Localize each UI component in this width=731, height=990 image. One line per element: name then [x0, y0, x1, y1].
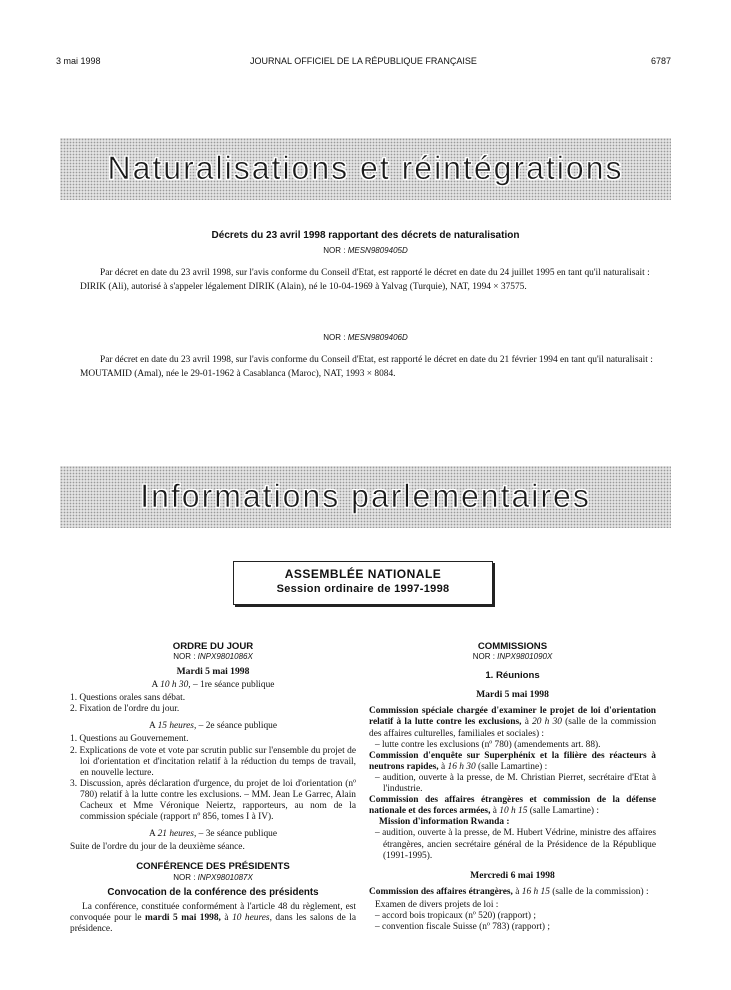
header-journal: JOURNAL OFFICIEL DE LA RÉPUBLIQUE FRANÇAISE [250, 56, 477, 66]
commission-entry: Commission des affaires étrangères et commission de la défense nationale et des forces armées, à 10 h 15 (salle Lamartine) : [369, 795, 656, 817]
header-date: 3 mai 1998 [56, 56, 101, 66]
nor-line: NOR : MESN9809406D [323, 333, 408, 342]
agenda-item: – audition, ouverte à la presse, de M. Christian Pierret, secrétaire d'Etat à l'industrie. [375, 772, 656, 795]
list-item: 1. Questions orales sans débat. [70, 693, 186, 704]
day-heading: Mardi 5 mai 1998 [476, 689, 549, 701]
commission-entry: Commission spéciale chargée d'examiner le projet de loi d'orientation relatif à la lutte contre les exclusions, à 20 h 30 (salle de la commission des affaires culturelles, familiales et sociales) : [369, 706, 657, 739]
box-subtitle: Session ordinaire de 1997-1998 [276, 583, 450, 596]
section-heading: COMMISSIONS [477, 641, 548, 652]
decree-paragraph [80, 268, 653, 293]
banner-informations [60, 466, 671, 528]
seance-line: A 15 heures, – 2e séance publique [148, 721, 278, 732]
box-title: ASSEMBLÉE NATIONALE [284, 567, 442, 581]
section-heading: CONFÉRENCE DES PRÉSIDENTS [136, 861, 290, 873]
page-header [56, 56, 671, 70]
seance-line: A 10 h 30, – 1re séance publique [151, 680, 275, 691]
decree-person: DIRIK (Ali), autorisé à s'appeler légalement DIRIK (Alain), né le 10-04-1969 à Yalvag (Turquie), NAT, 1994 × 37575. [80, 282, 527, 293]
decree-person: MOUTAMID (Amal), née le 29-01-1962 à Casablanca (Maroc), NAT, 1993 × 8084. [80, 369, 396, 380]
assemblee-box [233, 561, 493, 605]
decree-text: Par décret en date du 23 avril 1998, sur l'avis conforme du Conseil d'Etat, est rapporté le décret en date du 21 février 1994 en tant qu'il naturalisait : [100, 355, 653, 365]
nor-line: NOR : MESN9809405D [323, 246, 408, 255]
left-column [70, 641, 356, 935]
agenda-item: – accord bois tropicaux (nº 520) (rapport) ; [375, 911, 536, 922]
commission-entry: Commission d'enquête sur Superphénix et la filière des réacteurs à neutrons rapides, à 16 h 30 (salle Lamartine) : [369, 750, 656, 772]
list-item: 3. Discussion, après déclaration d'urgence, du projet de loi d'orientation (nº 780) relatif à la lutte contre les exclusions. – MM. Jean Le Garrec, Alain Cacheux et Mme Véronique Neiertz, rapporteurs, au nom de la commission spéciale (rapport nº 856, tomes I à IV). [70, 778, 356, 823]
header-page-number: 6787 [650, 56, 671, 66]
convocation-text: La conférence, constituée conformément à l'article 48 du règlement, est convoquée pour le mardi 5 mai 1998, à 10 heures, dans les salons de la présidence. [70, 901, 357, 934]
decree-paragraph [80, 355, 653, 380]
day-heading: Mardi 5 mai 1998 [176, 665, 250, 677]
list-item: 2. Explications de vote et vote par scrutin public sur l'ensemble du projet de loi d'orientation et d'incitation relatif à la réduction du temps de travail, en nouvelle lecture. [70, 745, 356, 778]
nor-line: NOR : INPX9801087X [173, 872, 253, 882]
agenda-item: – lutte contre les exclusions (nº 780) (amendements art. 88). [375, 739, 601, 750]
banner-naturalisations [60, 138, 671, 200]
convocation-title: Convocation de la conférence des présidents [107, 887, 319, 899]
nor-line: NOR : INPX9801086X [173, 652, 253, 662]
nor-line: NOR : INPX9801090X [472, 652, 553, 662]
commission-entry: Commission des affaires étrangères, à 16 h 15 (salle de la commission) : [369, 887, 649, 897]
section-heading: ORDRE DU JOUR [172, 641, 254, 652]
exam-line: Examen de divers projets de loi : [375, 900, 499, 911]
list-item: 1. Questions au Gouvernement. [70, 734, 189, 745]
subsection-heading: 1. Réunions [485, 669, 540, 681]
list-item: 2. Fixation de l'ordre du jour. [70, 704, 180, 715]
mission-title: Mission d'information Rwanda : [379, 817, 510, 828]
banner-title: Naturalisations et réintégrations [107, 150, 624, 187]
seance-text: Suite de l'ordre du jour de la deuxième séance. [70, 842, 245, 853]
right-column [369, 641, 656, 933]
agenda-item: – convention fiscale Suisse (nº 783) (rapport) ; [375, 922, 550, 933]
day-heading: Mercredi 6 mai 1998 [470, 869, 555, 881]
banner-title: Informations parlementaires [140, 478, 591, 515]
agenda-item: – audition, ouverte à la presse, de M. Hubert Védrine, ministre des affaires étrangères, ancien secrétaire général de la Présidence de la République (1991-1995). [375, 828, 656, 861]
decree-title: Décrets du 23 avril 1998 rapportant des décrets de naturalisation [211, 230, 520, 241]
seance-line: A 21 heures, – 3e séance publique [148, 829, 278, 840]
decree-text: Par décret en date du 23 avril 1998, sur l'avis conforme du Conseil d'Etat, est rapporté le décret en date du 24 juillet 1995 en tant qu'il naturalisait : [100, 268, 650, 278]
